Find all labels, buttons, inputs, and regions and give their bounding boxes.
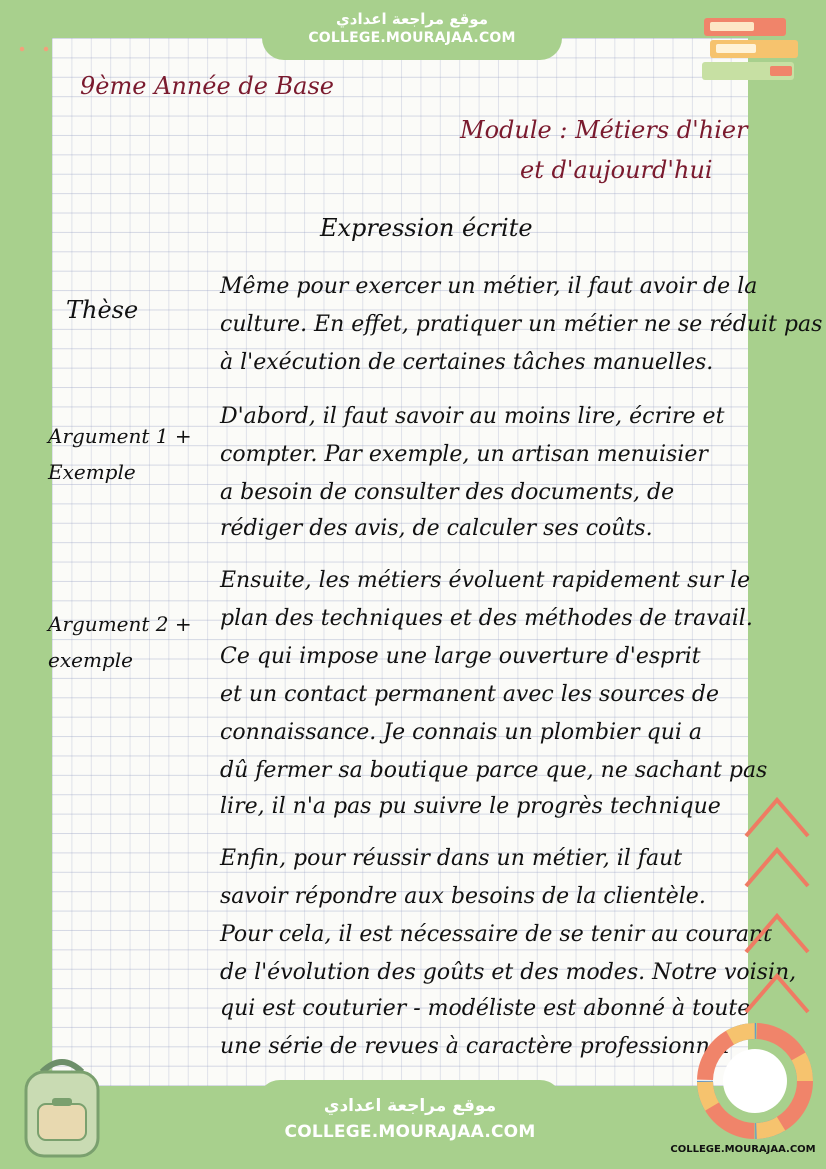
arg3-line: savoir répondre aux besoins de la clientèle. xyxy=(220,884,706,909)
arg2-line: dû fermer sa boutique parce que, ne sachant pas xyxy=(220,758,768,783)
bottom-arabic-title: موقع مراجعة اعدادي xyxy=(323,1096,497,1116)
chevron-up-icon xyxy=(742,842,812,892)
books-icon xyxy=(700,10,810,95)
document-title: Expression écrite xyxy=(320,214,533,242)
arg2-line: et un contact permanent avec les sources de xyxy=(220,682,719,707)
notebook-page xyxy=(48,38,823,1086)
these-line: à l'exécution de certaines tâches manuelles. xyxy=(220,350,714,375)
chevron-up-icon xyxy=(742,908,812,958)
label-these: Thèse xyxy=(66,296,139,324)
arg1-line: rédiger des avis, de calculer ses coûts. xyxy=(220,516,653,541)
label-arg2-line1: Argument 2 + xyxy=(48,612,192,636)
arg3-line: de l'évolution des goûts et des modes. Notre voisin, xyxy=(220,960,797,985)
arg3-line: une série de revues à caractère professionnel xyxy=(220,1034,730,1059)
site-logo-icon[interactable] xyxy=(696,1022,814,1140)
top-site-url[interactable]: COLLEGE.MOURAJAA.COM xyxy=(308,30,516,46)
these-line: Même pour exercer un métier, il faut avoir de la xyxy=(220,274,758,299)
arg2-line: connaissance. Je connais un plombier qui a xyxy=(220,720,703,745)
chevron-up-icon xyxy=(742,792,812,842)
arg2-line: plan des techniques et des méthodes de travail. xyxy=(220,606,753,631)
arg3-line: Enfin, pour réussir dans un métier, il faut xyxy=(220,846,683,871)
chevron-up-icon xyxy=(742,968,812,1018)
bottom-branding-tab xyxy=(258,1080,562,1169)
label-arg1-line2: Exemple xyxy=(48,460,136,484)
logo-site-url[interactable]: COLLEGE.MOURAJAA.COM xyxy=(670,1144,816,1155)
bottom-site-url[interactable]: COLLEGE.MOURAJAA.COM xyxy=(284,1122,536,1142)
these-line: culture. En effet, pratiquer un métier ne se réduit pas xyxy=(220,312,823,337)
top-arabic-title: موقع مراجعة اعدادي xyxy=(336,10,488,28)
backpack-icon xyxy=(12,1052,112,1164)
arg3-line: Pour cela, il est nécessaire de se tenir au courant xyxy=(220,922,772,947)
arg1-line: a besoin de consulter des documents, de xyxy=(220,480,675,505)
arg1-line: D'abord, il faut savoir au moins lire, écrire et xyxy=(220,404,725,429)
arg2-line: lire, il n'a pas pu suivre le progrès technique xyxy=(220,794,721,819)
label-arg2-line2: exemple xyxy=(48,648,133,672)
arg2-line: Ce qui impose une large ouverture d'esprit xyxy=(220,644,701,669)
arg3-line: qui est couturier - modéliste est abonné à toute xyxy=(220,996,751,1021)
arg1-line: compter. Par exemple, un artisan menuisier xyxy=(220,442,708,467)
module-line-1: Module : Métiers d'hier xyxy=(460,116,748,144)
label-arg1-line1: Argument 1 + xyxy=(48,424,192,448)
level-heading: 9ème Année de Base xyxy=(80,72,335,100)
top-branding-tab xyxy=(262,0,562,60)
arg2-line: Ensuite, les métiers évoluent rapidement sur le xyxy=(220,568,751,593)
module-line-2: et d'aujourd'hui xyxy=(520,156,713,184)
